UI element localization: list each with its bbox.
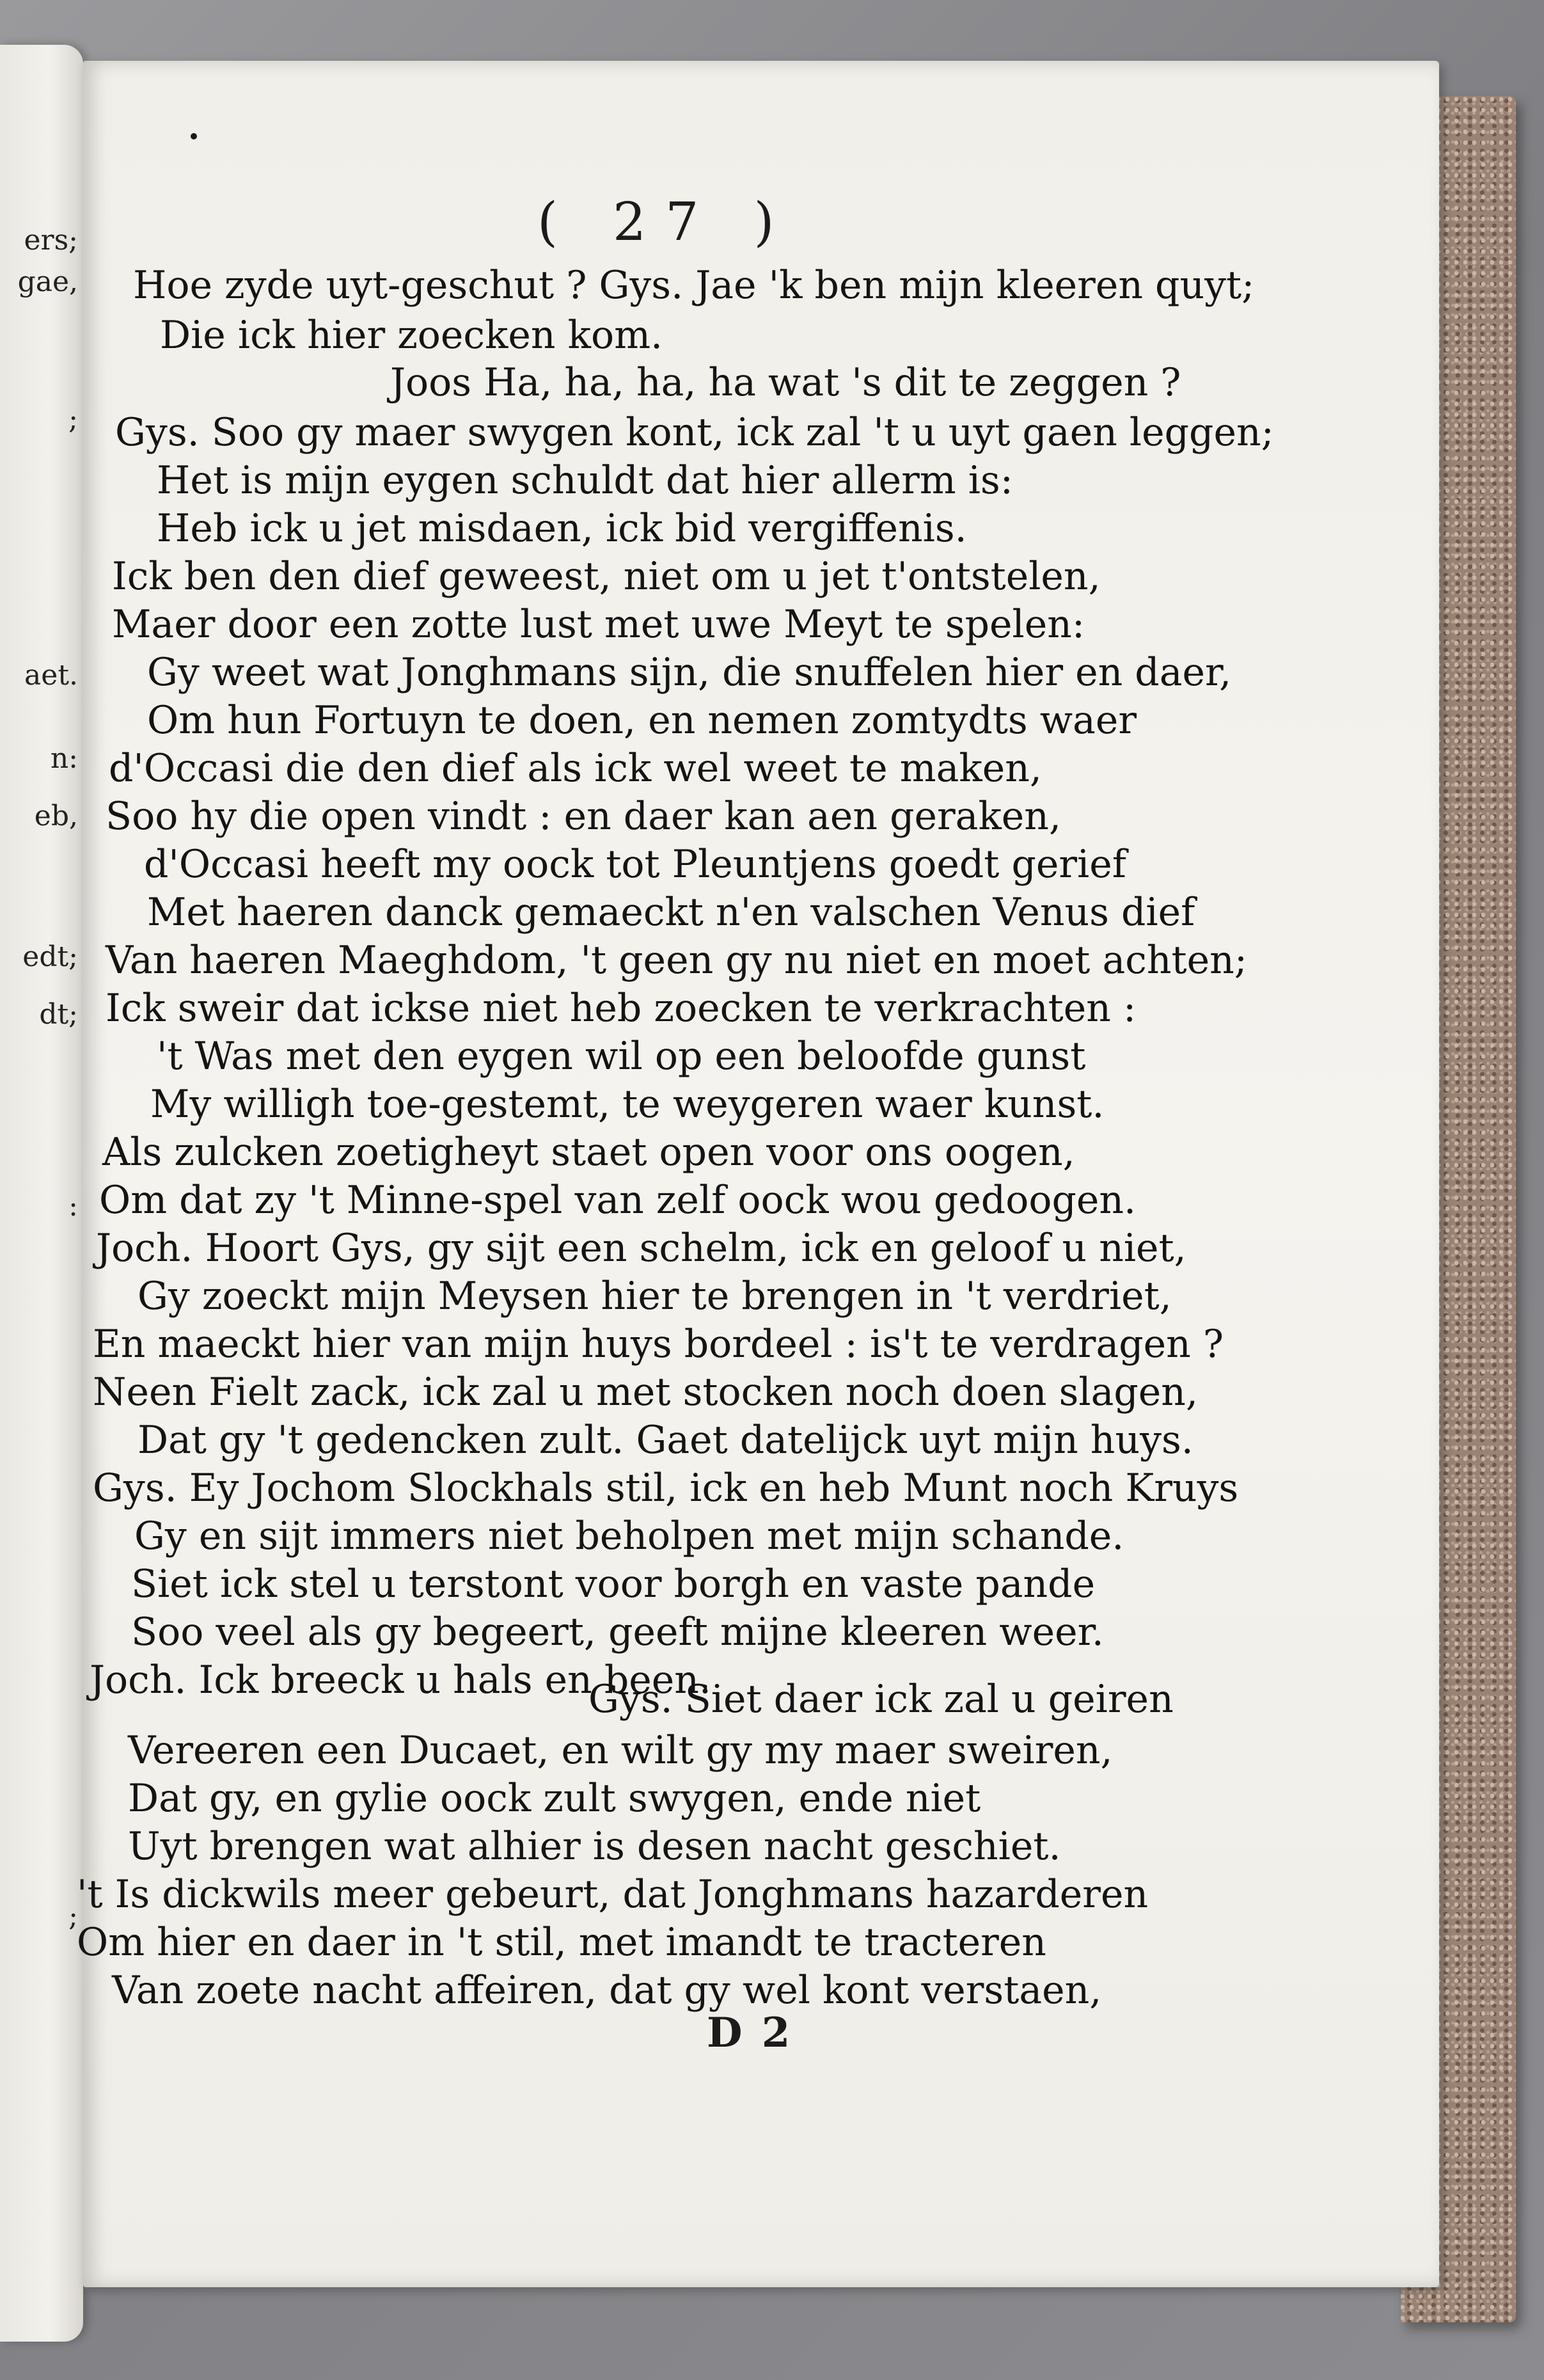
text-line: d'Occasi heeft my oock tot Pleuntjens goedt gerief — [144, 842, 1126, 887]
left-page-fragment: dt; — [39, 998, 78, 1031]
text-line: Met haeren danck gemaeckt n'en valschen Venus dief — [147, 890, 1195, 935]
text-line: Soo hy die open vindt : en daer kan aen geraken, — [106, 794, 1062, 839]
text-line: Maer door een zotte lust met uwe Meyt te spelen: — [112, 602, 1085, 647]
left-page-fragment: : — [68, 1190, 78, 1223]
text-line: Siet ick stel u terstont voor borgh en vaste pande — [131, 1562, 1096, 1606]
text-line: My willigh toe-gestemt, te weygeren waer kunst. — [150, 1082, 1105, 1127]
text-line: Ick sweir dat ickse niet heb zoecken te verkrachten : — [106, 986, 1137, 1031]
text-line: 't Is dickwils meer gebeurt, dat Jonghmans hazarderen — [77, 1872, 1149, 1917]
text-line: Dat gy, en gylie oock zult swygen, ende niet — [128, 1776, 981, 1821]
text-line: En maeckt hier van mijn huys bordeel : is't te verdragen ? — [93, 1322, 1224, 1367]
text-line: Gys. Ey Jochom Slockhals stil, ick en heb Munt noch Kruys — [93, 1466, 1239, 1511]
text-line: Neen Fielt zack, ick zal u met stocken noch doen slagen, — [93, 1370, 1199, 1415]
text-line: Om hun Fortuyn te doen, en nemen zomtydts waer — [147, 698, 1137, 743]
text-line: Als zulcken zoetigheyt staet open voor ons oogen, — [102, 1130, 1075, 1175]
text-line: Hoe zyde uyt-geschut ? Gys. Jae 'k ben mijn kleeren quyt; — [133, 263, 1255, 308]
ink-dot — [191, 133, 197, 139]
text-line: Uyt brengen wat alhier is desen nacht geschiet. — [128, 1824, 1061, 1869]
text-line: Van haeren Maeghdom, 't geen gy nu niet en moet achten; — [106, 938, 1247, 983]
text-line: Om dat zy 't Minne-spel van zelf oock wou gedoogen. — [99, 1178, 1137, 1223]
text-line: Gy weet wat Jonghmans sijn, die snuffelen hier en daer, — [147, 650, 1232, 695]
text-line: Om hier en daer in 't stil, met imandt te tracteren — [77, 1920, 1046, 1965]
left-page-fragment: gae, — [17, 266, 78, 298]
text-line: Joch. Ick breeck u hals en been. — [90, 1658, 711, 1702]
text-line: Heb ick u jet misdaen, ick bid vergiffenis. — [157, 506, 967, 551]
left-page-fragment: aet. — [24, 659, 78, 692]
text-line: Ick ben den dief geweest, niet om u jet t'ontstelen, — [112, 554, 1101, 599]
text-line: Gy en sijt immers niet beholpen met mijn schande. — [134, 1514, 1124, 1559]
text-line: Soo veel als gy begeert, geeft mijne kleeren weer. — [131, 1610, 1104, 1654]
text-line: Dat gy 't gedencken zult. Gaet datelijck uyt mijn huys. — [138, 1418, 1193, 1463]
text-line: Vereeren een Ducaet, en wilt gy my maer sweiren, — [128, 1728, 1113, 1773]
text-line: Gys. Soo gy maer swygen kont, ick zal 't u uyt gaen leggen; — [115, 410, 1274, 455]
text-line: Joch. Hoort Gys, gy sijt een schelm, ick en geloof u niet, — [96, 1226, 1186, 1271]
left-page-fragment: eb, — [34, 800, 78, 832]
text-line: Die ick hier zoecken kom. — [160, 313, 663, 358]
left-page-fragment: ers; — [24, 224, 78, 257]
text-line: Het is mijn eygen schuldt dat hier allerm is: — [157, 458, 1013, 503]
text-line: d'Occasi die den dief als ick wel weet te maken, — [109, 746, 1042, 791]
left-page — [0, 45, 83, 2342]
left-page-fragment: ; — [68, 403, 78, 436]
left-page-fragment: n: — [50, 742, 78, 775]
left-page-fragment: ; — [68, 1900, 78, 1933]
text-line: Van zoete nacht affeiren, dat gy wel kont verstaen, — [112, 1968, 1102, 2013]
left-page-fragment: edt; — [22, 940, 78, 973]
text-line: 't Was met den eygen wil op een beloofde gunst — [157, 1034, 1086, 1079]
signature-mark: D 2 — [707, 2009, 793, 2057]
page-number: ( 27 ) — [537, 192, 794, 253]
text-line: Gy zoeckt mijn Meysen hier te brengen in 't verdriet, — [138, 1274, 1172, 1319]
text-line: Gys. Siet daer ick zal u geiren — [588, 1677, 1174, 1722]
text-line: Joos Ha, ha, ha, ha wat 's dit te zeggen ? — [390, 360, 1181, 405]
